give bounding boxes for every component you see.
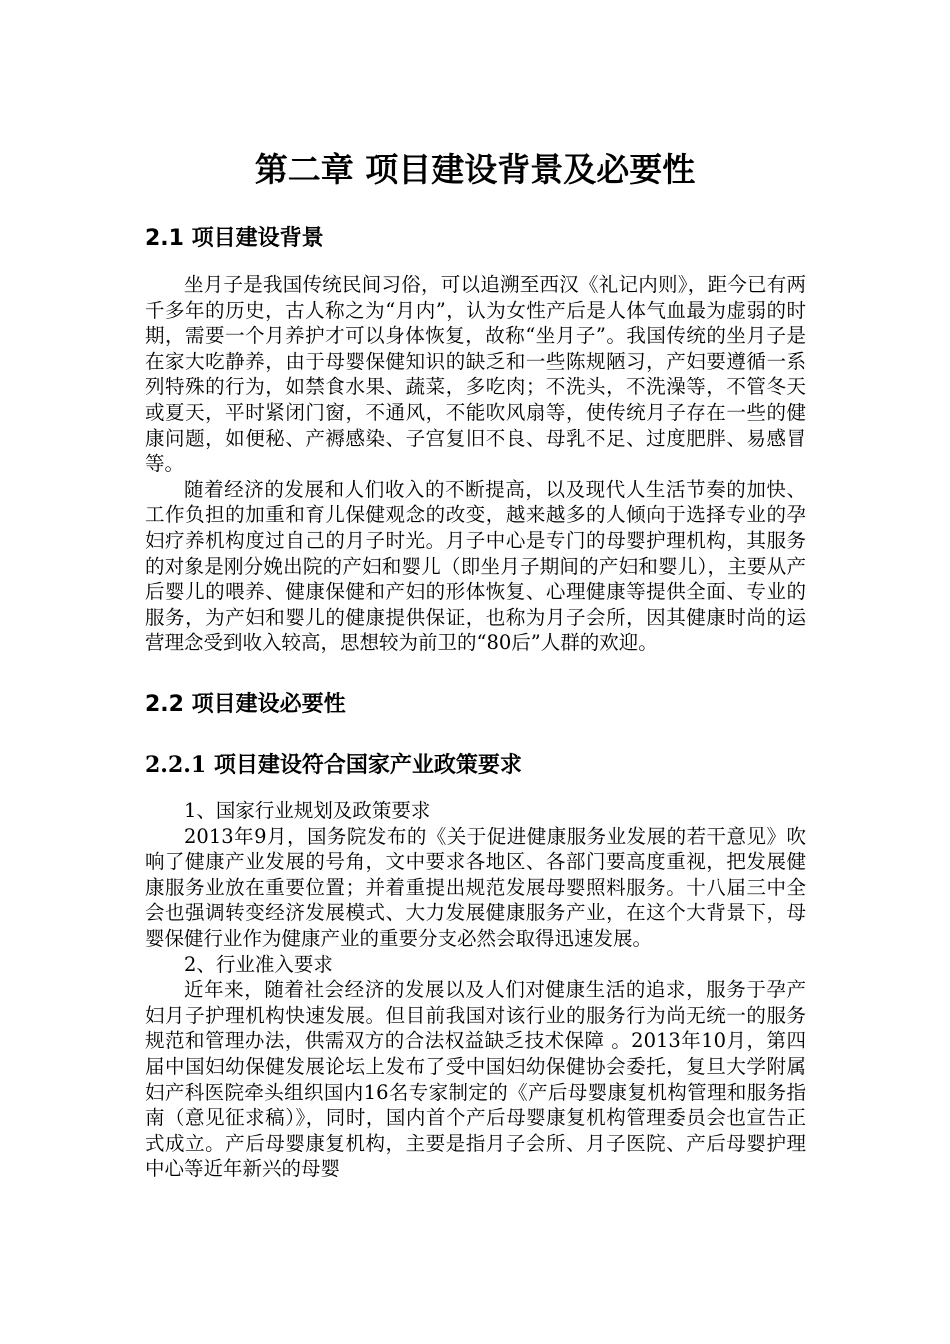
body-paragraph: 近年来，随着社会经济的发展以及人们对健康生活的追求，服务于孕产妇月子护理机构快速发展。但目前我国对该行业的服务行为尚无统一的服务规范和管理办法，供需双方的合法权益缺乏技术保障 。2013年10月，第四届中国妇幼保健发展论坛上发布了受中国妇幼保健协会委托，复旦大学附属妇产科医院牵头组织国内16名专家制定的《产后母婴康复机构管理和服务指南（意见征求稿）》，同时，国内首个产后母婴康复机构管理委员会也宣告正式成立。产后母婴康复机构，主要是指月子会所、月子医院、产后母婴护理中心等近年新兴的母婴 bbox=[145, 978, 806, 1181]
section-body-2-2-1 bbox=[145, 798, 806, 1182]
chapter-title: 第二章 项目建设背景及必要性 bbox=[254, 150, 696, 189]
body-paragraph: 2013年9月，国务院发布的《关于促进健康服务业发展的若干意见》吹响了健康产业发展的号角，文中要求各地区、各部门要高度重视，把发展健康服务业放在重要位置；并着重提出规范发展母婴照料服务。十八届三中全会也强调转变经济发展模式、大力发展健康服务产业，在这个大背景下，母婴保健行业作为健康产业的重要分支必然会取得迅速发展。 bbox=[145, 824, 806, 950]
section-heading-2-1: 2.1 项目建设背景 bbox=[145, 226, 324, 251]
body-paragraph: 随着经济的发展和人们收入的不断提高，以及现代人生活节奏的加快、工作负担的加重和育儿保健观念的改变，越来越多的人倾向于选择专业的孕妇疗养机构度过自己的月子时光。月子中心是专门的母婴护理机构，其服务的对象是刚分娩出院的产妇和婴儿（即坐月子期间的产妇和婴儿），主要从产后婴儿的喂养、健康保健和产妇的形体恢复、心理健康等提供全面、专业的服务，为产妇和婴儿的健康提供保证，也称为月子会所，因其健康时尚的运营理念受到收入较高，思想较为前卫的“80后”人群的欢迎。 bbox=[145, 477, 806, 655]
body-paragraph: 坐月子是我国传统民间习俗，可以追溯至西汉《礼记内则》，距今已有两千多年的历史，古人称之为“月内”，认为女性产后是人体气血最为虚弱的时期，需要一个月养护才可以身体恢复，故称“坐月子”。我国传统的坐月子是在家大吃静养，由于母婴保健知识的缺乏和一些陈规陋习，产妇要遵循一系列特殊的行为，如禁食水果、蔬菜，多吃肉；不洗头，不洗澡等，不管冬天或夏天，平时紧闭门窗，不通风，不能吹风扇等，使传统月子存在一些的健康问题，如便秘、产褥感染、子宫复旧不良、母乳不足、过度肥胖、易感冒等。 bbox=[145, 273, 806, 476]
section-heading-2-2-1: 2.2.1 项目建设符合国家产业政策要求 bbox=[145, 752, 522, 778]
section-heading-2-2: 2.2 项目建设必要性 bbox=[145, 692, 346, 717]
section-body-2-1 bbox=[145, 272, 806, 656]
list-label: 1、国家行业规划及政策要求 bbox=[184, 799, 431, 822]
list-label: 2、行业准入要求 bbox=[184, 952, 333, 976]
